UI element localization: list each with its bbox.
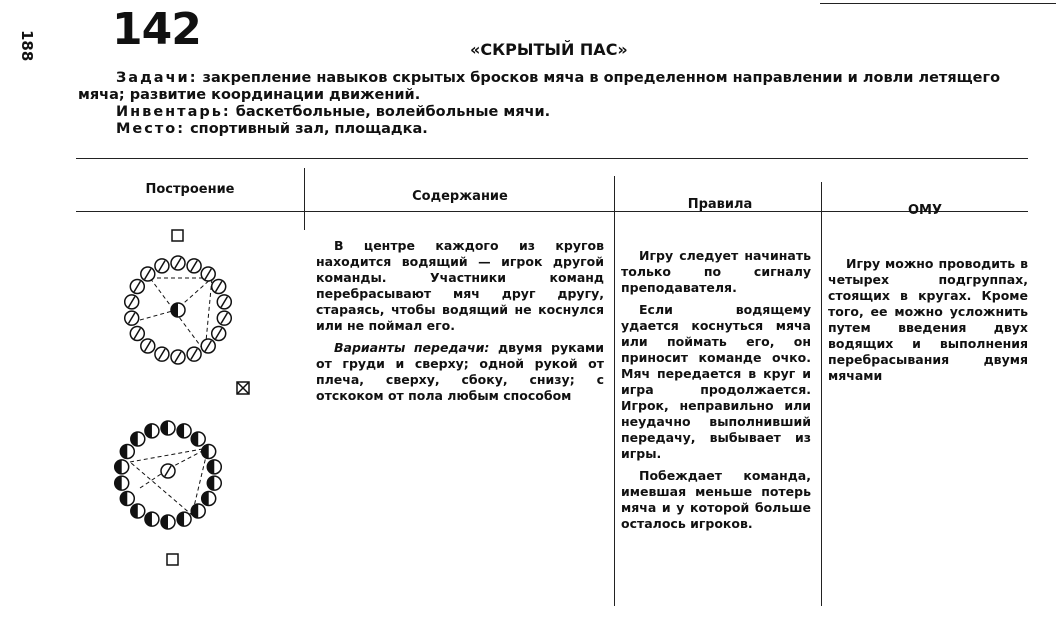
rules-paragraph-2: Если водящему удается коснуться мяча или поймать его, он приносит команде очко. Мяч передается в круг и игра продолжается. Игрок, неправильно или неудачно выполнивший передачу, выбывает из игры. (621, 302, 811, 461)
teacher-square-bottom (167, 554, 178, 565)
teacher-square-top (172, 230, 183, 241)
tasks-text: закрепление навыков скрытых бросков мяча в определенном направлении и ловли летящего (197, 70, 1001, 86)
variants-label: Варианты передачи: (334, 340, 490, 355)
game-title: «СКРЫТЫЙ ПАС» (470, 40, 628, 59)
tasks-line-2: мяча; развитие координации движений. (78, 87, 421, 103)
place-label: Место: (116, 121, 186, 137)
page-number: 188 (18, 30, 36, 62)
game-number: 142 (112, 4, 201, 55)
tasks-label: Задачи: (116, 70, 198, 86)
place-text: спортивный зал, площадка. (185, 121, 428, 137)
omu-paragraph-1: Игру можно проводить в четырех подгруппах, стоящих в кругах. Кроме того, ее можно усложнить путем введения двух водящих и выполнения перебрасывания двумя мячами (828, 256, 1028, 383)
content-paragraph-1: В центре каждого из кругов находится водящий — игрок другой команды. Участники команд перебрасывают мяч друг другу, стараясь, чтобы водящий не коснулся или не поймал его. (316, 238, 604, 333)
header-formation: Построение (145, 182, 235, 197)
rules-paragraph-1: Игру следует начинать только по сигналу преподавателя. (621, 248, 811, 295)
equipment-text: баскетбольные, волейбольные мячи. (230, 104, 551, 120)
rules-paragraph-3: Побеждает команда, имевшая меньше потерь мяча и у которой больше осталось игроков. (621, 468, 811, 531)
variants-text: двумя руками от груди и сверху; одной рукой от плеча, сверху, сбоку, снизу; с отскоком от пола любым способом (316, 340, 604, 403)
header-content: Содержание (412, 189, 508, 204)
header-omu: ОМУ (907, 203, 942, 218)
header-rules: Правила (687, 197, 753, 212)
equipment-label: Инвентарь: (116, 104, 231, 120)
